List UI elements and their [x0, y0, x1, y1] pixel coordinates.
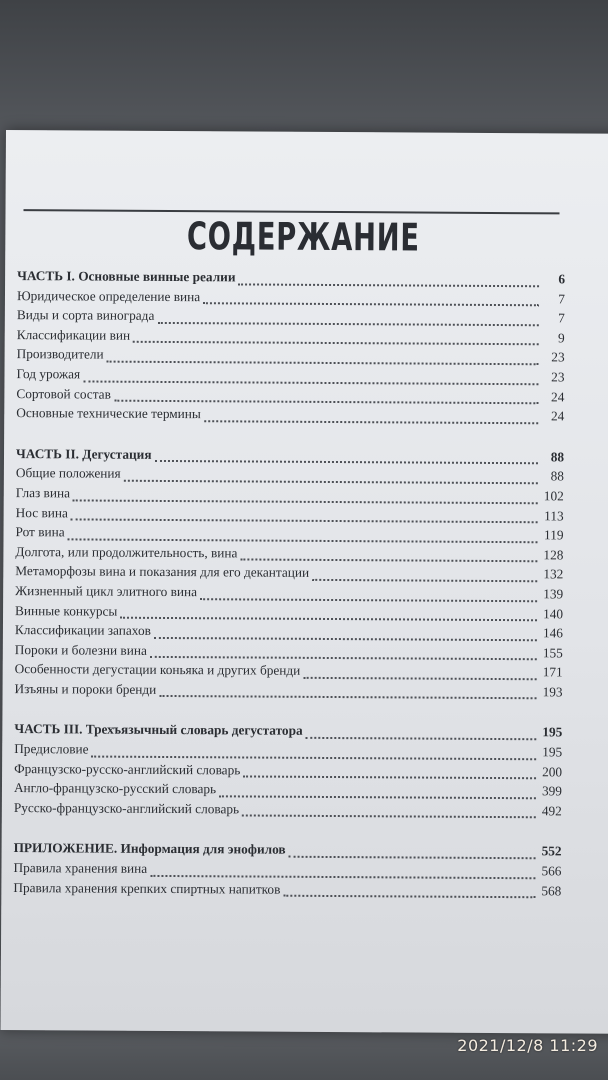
dot-leader: [120, 616, 537, 622]
toc-entry-label: Особенности дегустации коньяка и других бренди: [14, 661, 301, 679]
dot-leader: [159, 694, 536, 699]
toc-entry-label: Основные технические термины: [16, 405, 201, 422]
toc-entry-label: Правила хранения крепких спиртных напитков: [13, 879, 281, 897]
toc-entry-label: Предисловие: [14, 741, 89, 757]
dot-leader: [150, 655, 537, 660]
toc-entry-label: Общие положения: [15, 465, 121, 482]
dot-leader: [157, 321, 538, 326]
dot-leader: [73, 498, 538, 504]
toc-entry-page: 24: [551, 388, 565, 404]
toc-entry-page: 102: [543, 488, 564, 504]
toc-entry-page: 146: [542, 625, 563, 641]
dot-leader: [71, 518, 538, 524]
book-page: [1, 130, 608, 1034]
dot-leader: [107, 360, 539, 366]
toc-heading-label: ЧАСТЬ III. Трехъязычный словарь дегустатора: [14, 721, 303, 739]
toc-section-part-2: [15, 446, 565, 704]
dot-leader: [133, 340, 539, 345]
toc-entry[interactable]: [15, 681, 563, 704]
toc-entry-label: Пороки и болезни вина: [14, 641, 147, 658]
dot-leader: [68, 537, 538, 543]
toc-entry-page: 9: [558, 330, 565, 346]
toc-entry-page: 88: [550, 468, 564, 484]
toc-entry-label: Рот вина: [15, 524, 65, 540]
toc-entry-label: Виды и сорта винограда: [16, 307, 155, 324]
toc-entry-page: 568: [541, 882, 562, 899]
dot-leader: [203, 301, 539, 306]
dot-leader: [92, 754, 537, 760]
dot-leader: [242, 814, 536, 819]
dot-leader: [150, 874, 535, 879]
toc-entry[interactable]: [13, 880, 561, 903]
page-title: СОДЕРЖАНИЕ: [186, 214, 420, 260]
toc-heading-label: ЧАСТЬ I. Основные винные реалии: [17, 268, 236, 285]
dot-leader: [114, 399, 539, 405]
toc-entry-page: 171: [542, 664, 563, 680]
toc-entry-label: Производители: [16, 346, 104, 362]
toc-entry-label: Винные конкурсы: [15, 602, 118, 619]
toc-entry-label: Сортовой состав: [16, 385, 111, 402]
toc-entry-page: 492: [541, 803, 562, 819]
toc-entry-label: Юридическое определение вина: [16, 287, 201, 304]
toc-entry-page: 128: [543, 547, 564, 563]
toc-heading-page: 6: [558, 271, 566, 287]
dot-leader: [154, 636, 537, 641]
toc-entry-page: 200: [542, 763, 563, 780]
toc-heading-label: ПРИЛОЖЕНИЕ. Информация для энофилов: [13, 840, 286, 858]
toc-entry-label: Русско-французско-английский словарь: [13, 799, 240, 817]
table-of-contents: [13, 268, 565, 924]
toc-section-part-1: [16, 268, 565, 428]
toc-entry-page: 155: [542, 644, 563, 661]
toc-entry-label: Англо-французско-русский словарь: [13, 780, 217, 797]
dot-leader: [303, 676, 536, 680]
dot-leader: [289, 855, 536, 860]
toc-entry-label: Год урожая: [16, 366, 81, 382]
toc-entry-label: Изъяны и пороки бренди: [14, 680, 157, 697]
toc-entry-page: 195: [542, 744, 563, 760]
toc-entry[interactable]: [16, 405, 564, 428]
toc-entry-page: 7: [558, 310, 565, 326]
dot-leader: [124, 479, 538, 485]
dot-leader: [243, 775, 536, 780]
toc-entry-page: 132: [543, 566, 564, 582]
toc-entry-page: 399: [541, 783, 563, 799]
toc-entry-label: Классификации запахов: [14, 622, 151, 638]
toc-entry-page: 24: [550, 408, 565, 424]
dot-leader: [312, 578, 537, 582]
toc-entry[interactable]: [14, 800, 562, 823]
toc-entry-label: Классификации вин: [16, 326, 131, 343]
toc-entry-page: 23: [551, 349, 565, 365]
toc-entry-label: Жизненный цикл элитного вина: [15, 582, 198, 600]
toc-entry-page: 193: [542, 684, 563, 700]
dot-leader: [204, 419, 538, 424]
background-top: [0, 0, 608, 140]
toc-entry-page: 139: [543, 586, 564, 602]
toc-entry-page: 140: [543, 605, 564, 621]
toc-heading-page: 88: [550, 449, 565, 465]
dot-leader: [283, 894, 535, 899]
toc-heading-page: 195: [542, 724, 563, 740]
toc-entry-label: Правила хранения вина: [13, 860, 148, 876]
dot-leader: [83, 379, 538, 385]
toc-entry-label: Долгота, или продолжительность, вина: [15, 543, 238, 561]
dot-leader: [238, 282, 539, 287]
toc-section-appendix: [13, 840, 561, 902]
dot-leader: [200, 597, 537, 602]
toc-entry-page: 23: [551, 369, 565, 385]
photo-timestamp: 2021/12/8 11:29: [457, 1036, 598, 1055]
toc-heading-page: 552: [541, 843, 562, 859]
dot-leader: [240, 558, 537, 563]
toc-entry-page: 113: [544, 507, 564, 523]
toc-entry-page: 566: [541, 863, 562, 879]
toc-entry-page: 7: [558, 290, 566, 307]
dot-leader: [155, 459, 538, 464]
dot-leader: [306, 736, 537, 740]
toc-heading-label: ЧАСТЬ II. Дегустация: [15, 445, 152, 462]
toc-section-part-3: [14, 722, 563, 823]
dot-leader: [219, 794, 536, 799]
toc-entry-page: 119: [544, 527, 564, 543]
toc-entry-label: Метаморфозы вина и показания для его декантации: [15, 563, 310, 581]
toc-entry-label: Глаз вина: [15, 485, 71, 501]
toc-entry-label: Нос вина: [15, 504, 68, 520]
toc-entry-label: Французско-русско-английский словарь: [14, 760, 241, 778]
